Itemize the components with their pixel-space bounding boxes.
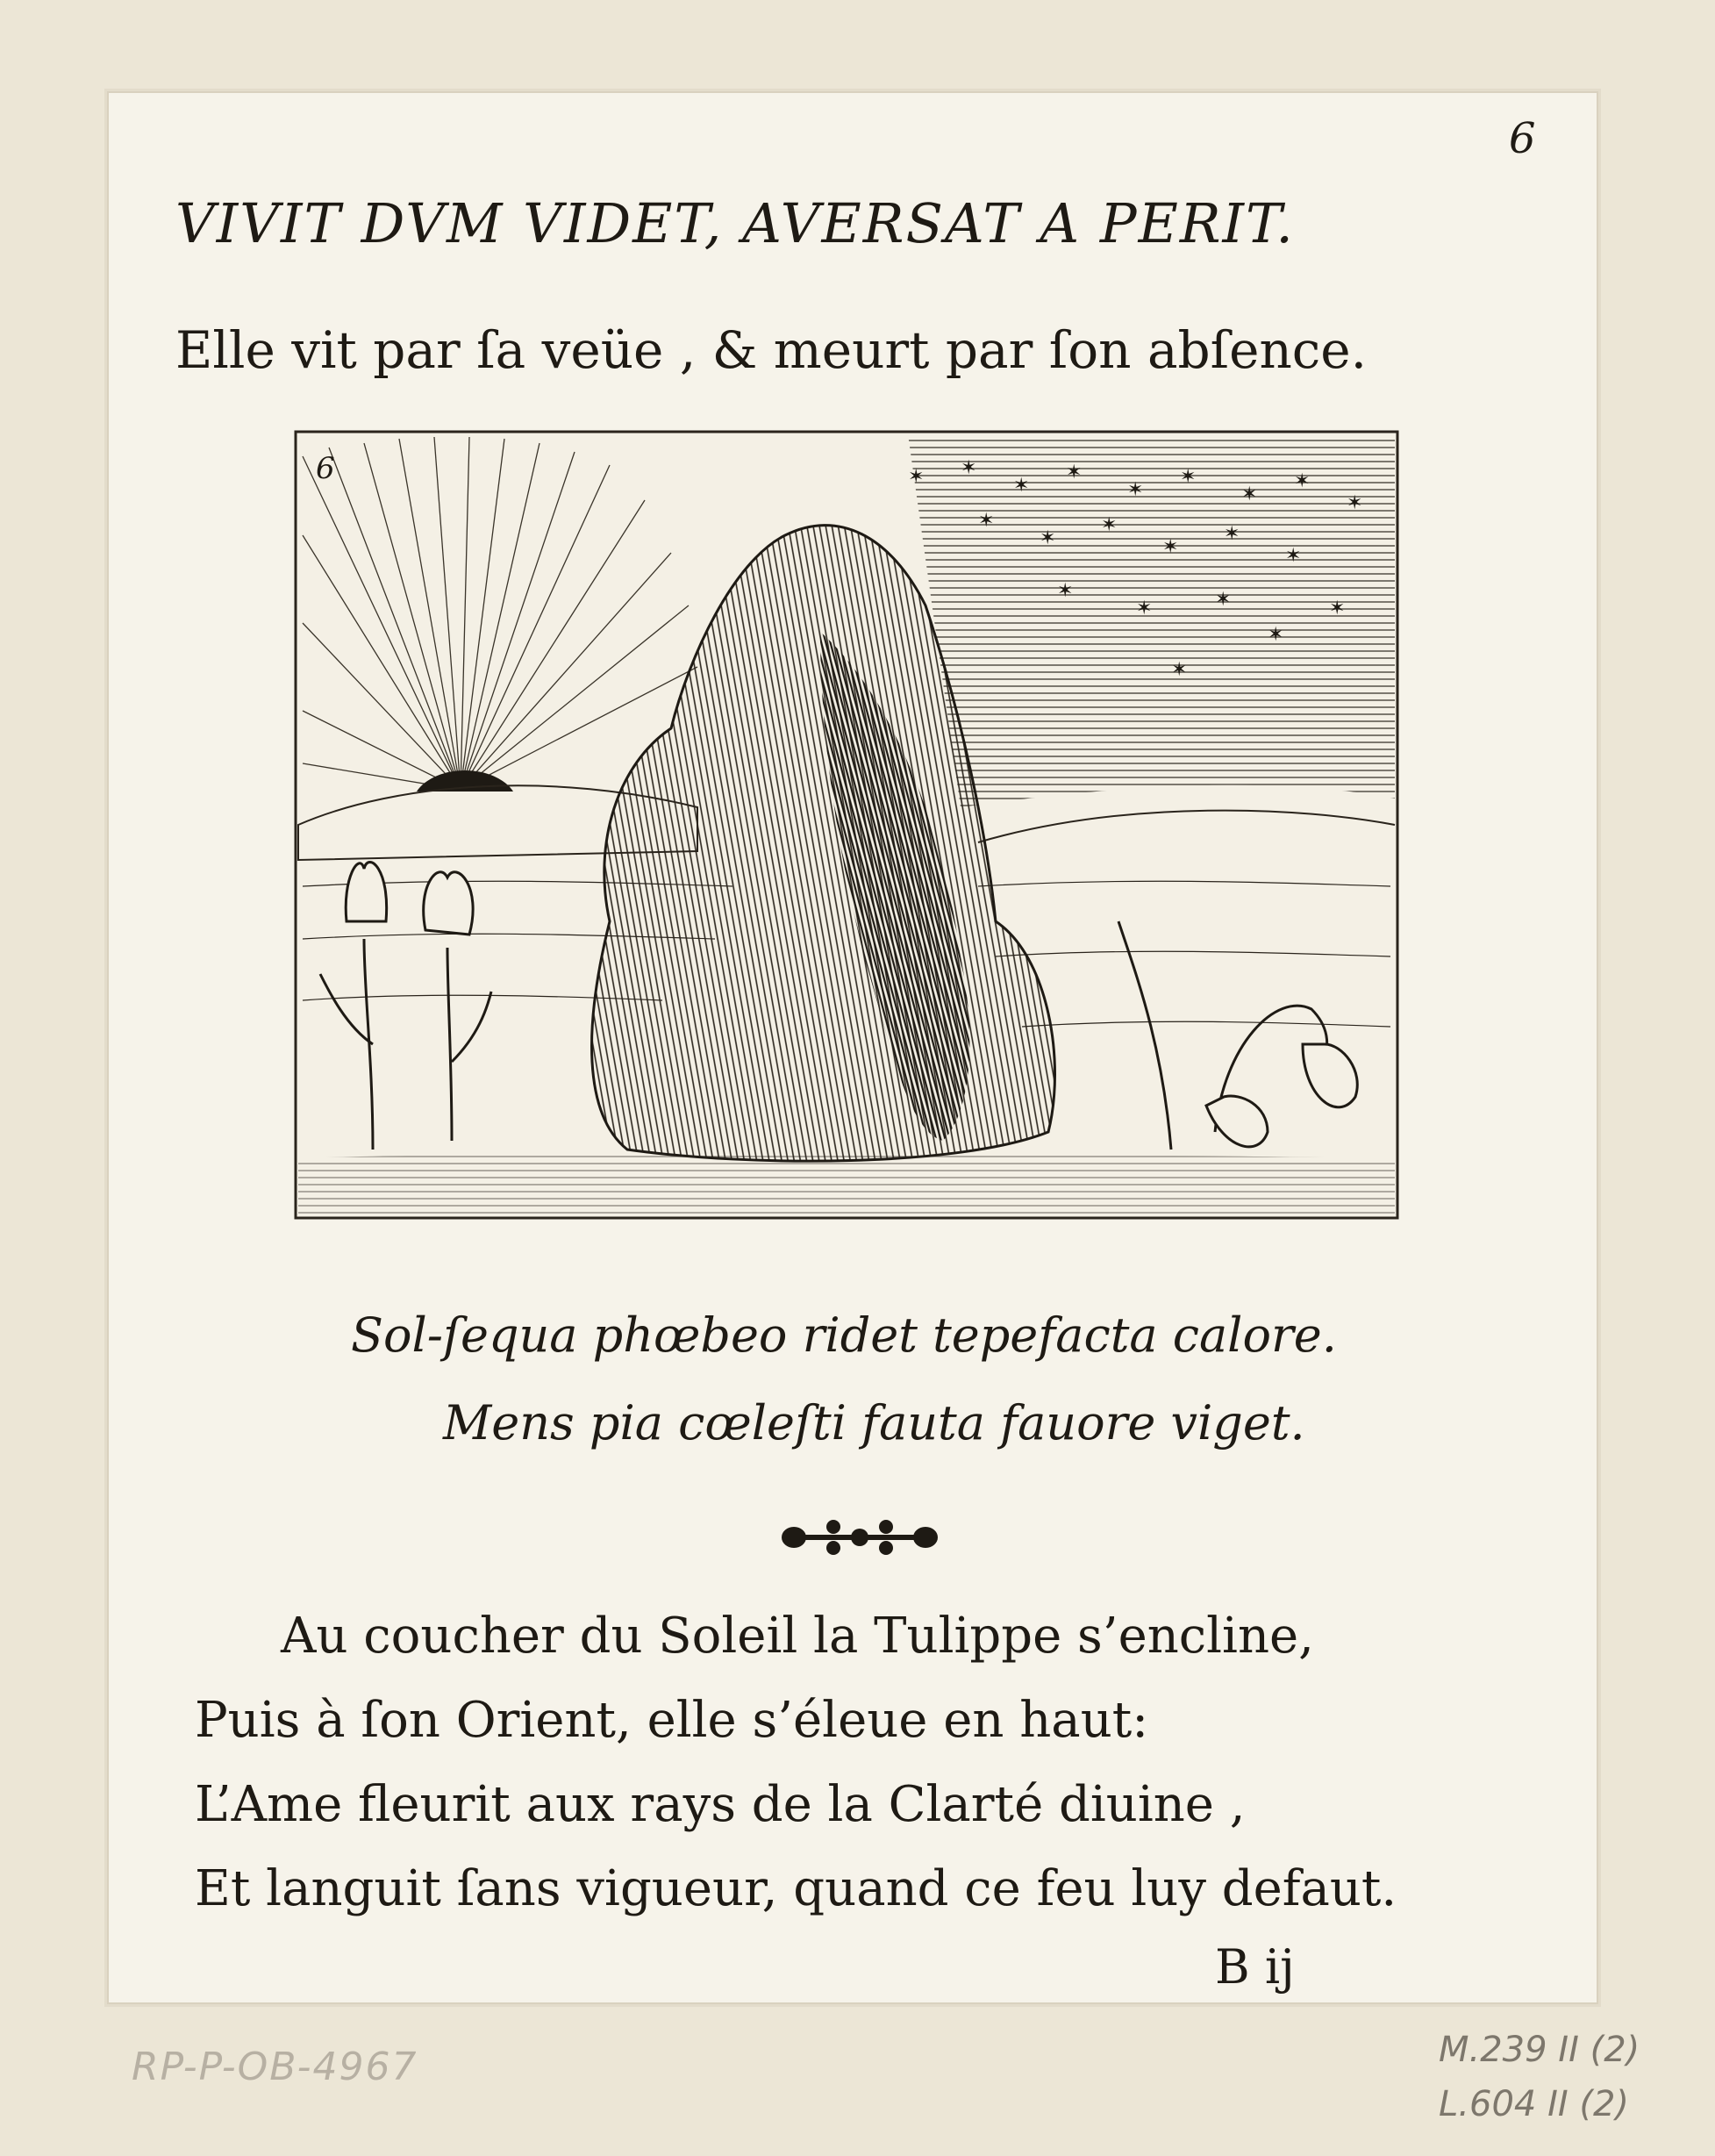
caption-line-2: Mens pia cœleſti fauta fauore viget. <box>443 1395 1305 1450</box>
svg-text:✶: ✶ <box>1268 624 1284 646</box>
svg-text:✶: ✶ <box>1224 523 1240 545</box>
inventory-notes <box>1439 2023 1640 2131</box>
svg-text:✶: ✶ <box>1040 527 1056 549</box>
night-sky <box>908 434 1395 807</box>
svg-text:✶: ✶ <box>1180 466 1197 488</box>
ornament-icon <box>776 1511 943 1564</box>
page-number: 6 <box>1509 114 1536 163</box>
svg-text:✶: ✶ <box>1101 514 1118 536</box>
svg-text:✶: ✶ <box>1066 462 1083 483</box>
verse-line-4: Et languit ſans vigueur, quand ce feu luy defaut. <box>195 1860 1397 1917</box>
inventory-number: RP-P-OB-4967 <box>132 2045 418 2089</box>
svg-text:✶: ✶ <box>1241 483 1258 505</box>
inventory-note-2: L.604 II (2) <box>1439 2084 1630 2124</box>
svg-text:✶: ✶ <box>1347 492 1363 514</box>
svg-text:✶: ✶ <box>1215 589 1232 611</box>
svg-text:✶: ✶ <box>1057 580 1074 602</box>
verse-line-1: Au coucher du Soleil la Tulippe s’encline, <box>281 1608 1314 1665</box>
engraving-image <box>294 430 1399 1220</box>
svg-text:✶: ✶ <box>1329 598 1346 620</box>
latin-motto: VIVIT DVM VIDET, AVERSAT A PERIT. <box>175 191 1295 255</box>
svg-text:✶: ✶ <box>1294 470 1311 492</box>
inventory-note-1: M.239 II (2) <box>1439 2030 1640 2070</box>
plate-number: 6 <box>316 451 335 486</box>
french-motto: Elle vit par ſa veüe , & meurt par ſon abſence. <box>175 320 1368 380</box>
svg-text:✶: ✶ <box>1013 475 1030 497</box>
svg-text:✶: ✶ <box>1136 598 1153 620</box>
svg-text:✶: ✶ <box>1171 659 1188 681</box>
signature-mark: B ij <box>1215 1939 1295 1995</box>
svg-text:✶: ✶ <box>908 466 925 488</box>
svg-text:✶: ✶ <box>978 510 995 532</box>
svg-text:✶: ✶ <box>1127 479 1144 501</box>
svg-text:✶: ✶ <box>961 457 977 479</box>
svg-text:✶: ✶ <box>1285 545 1302 567</box>
verse-line-2: Puis à ſon Orient, elle s’éleue en haut: <box>195 1692 1149 1749</box>
caption-line-1: Sol-ſequa phœbeo ridet tepefacta calore. <box>351 1307 1337 1363</box>
verse-line-3: L’Ame fleurit aux rays de la Clarté diuine , <box>195 1776 1246 1833</box>
svg-text:✶: ✶ <box>1162 536 1179 558</box>
